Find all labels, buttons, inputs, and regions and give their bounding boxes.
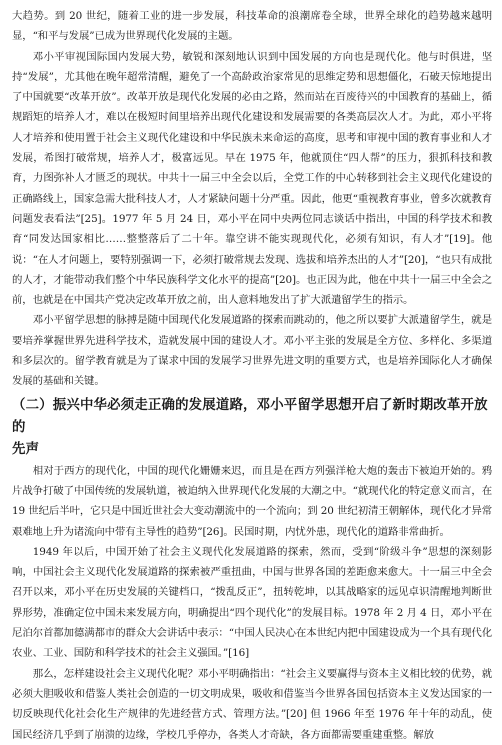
- paragraph-6: 那么，怎样建设社会主义现代化呢？邓小平明确指出：“社会主义要赢得与资本主义相比较的优势，就必须大胆吸收和借鉴人类社会创造的一切文明成果，吸收和借鉴当今世界各国包括资本主义发达国家的一切反映现代化社会化生产规律的先进经营方式、管理方法。”[20] 但 1966 年至 1976 年十年的动乱，使国民经济几乎到了崩溃的边缘，学校几乎停办，各类人才奇缺，各方面都需要重建重整。解放: [12, 667, 492, 741]
- section-heading-line-2: 先声: [12, 440, 40, 457]
- section-heading: [12, 394, 492, 460]
- paragraph-2: 邓小平审视国际国内发展大势，敏锐和深刻地认识到中国发展的方向也是现代化。他与时俱进，坚持“发展”，尤其他在晚年超常清醒，避免了一个高龄政治家常见的思维定势和思想僵化，石破天惊地提出了中国就要“改革开放”。改革开放是现代化发展的必由之路，然而站在百废待兴的中国教育的基础上，循规蹈矩的培养人才，难以在极短时间里培养出现代化建设和发展需要的各类高层次人才。为此，邓小平将人才培养和使用置于社会主义现代化建设和中华民族未来命运的高度，思考和审视中国的教育事业和人才发展，希图打破常规，培养人才，极富远见。早在 1975 年，他就顶住“四人帮”的压力，狠抓科技和教育，力图弥补人才匮乏的现状。中共十一届三中全会以后，全党工作的中心转移到社会主义现代化建设的正确路线上，国家急需大批科技人才，人才紧缺问题十分严重。因此，他更“重视教育事业，曾多次就教育问题发表看法”[25]。1977 年 5 月 24 日，邓小平在同中央两位同志谈话中指出，中国的科学技术和教育“同发达国家相比……整整落后了二十年。靠空讲不能实现现代化，必须有知识，有人才”[19]。他说：“在人才问题上，要特别强调一下，必须打破常规去发现、选拔和培养杰出的人才”[20]，“也只有成批的人才，才能带动我们整个中华民族科学文化水平的提高”[20]。也正因为此，他在中共十一届三中全会之前，也就是在中国共产党决定改革开放之前，出人意料地发出了扩大派遣留学生的指示。: [12, 50, 492, 307]
- paragraph-3: 邓小平留学思想的脉搏是随中国现代化发展道路的探索而跳动的，他之所以要扩大派遣留学生，就是要培养掌握世界先进科学技术，造就发展中国的建设人才。邓小平主张的发展是全方位、多样化、多渠道和多层次的。留学教育就是为了谋求中国的发展学习世界先进文明的重要方式，也是培养国际化人才确保发展的基础和关键。: [12, 314, 492, 388]
- section-heading-line-1: （二）振兴中华必须走正确的发展道路，邓小平留学思想开启了新时期改革开放的: [12, 396, 488, 435]
- paragraph-1: 大趋势。到 20 世纪，随着工业的进一步发展，科技革命的浪潮席卷全球，世界全球化的趋势越来越明显，“和平与发展”已成为世界现代化发展的主题。: [12, 10, 492, 43]
- paragraph-4: 相对于西方的现代化，中国的现代化姗姗来迟，而且是在西方列强洋枪大炮的轰击下被迫开始的。鸦片战争打破了中国传统的发展轨道，被迫纳入世界现代化发展的大潮之中。“就现代化的特定意义而言，在 19 世纪后半叶，它只是中国近世社会大变动潮流中的一个流向；到 20 世纪初清王朝解体，现代化才异常艰难地上升为诸流向中带有主导性的趋势”[26]。民国时期，内忧外患，现代化的道路非常曲折。: [12, 464, 492, 538]
- paragraph-5: 1949 年以后，中国开始了社会主义现代化发展道路的探索，然而，受到“阶级斗争”思想的深刻影响，中国社会主义现代化发展道路的探索被严重扭曲，中国与世界各国的差距愈来愈大。十一届三中全会召开以来，邓小平在历史发展的关键档口，“拨乱反正”，扭转乾坤，以其战略家的远见卓识清醒地判断世界形势，准确定位中国未来发展方向，明确提出“四个现代化”的发展目标。1978 年 2 月 4 日，邓小平在尼泊尔首都加德满都市的群众大会讲话中表示：“中国人民决心在本世纪内把中国建设成为一个具有现代化农业、工业、国防和科学技术的社会主义强国。”[16]: [12, 545, 492, 660]
